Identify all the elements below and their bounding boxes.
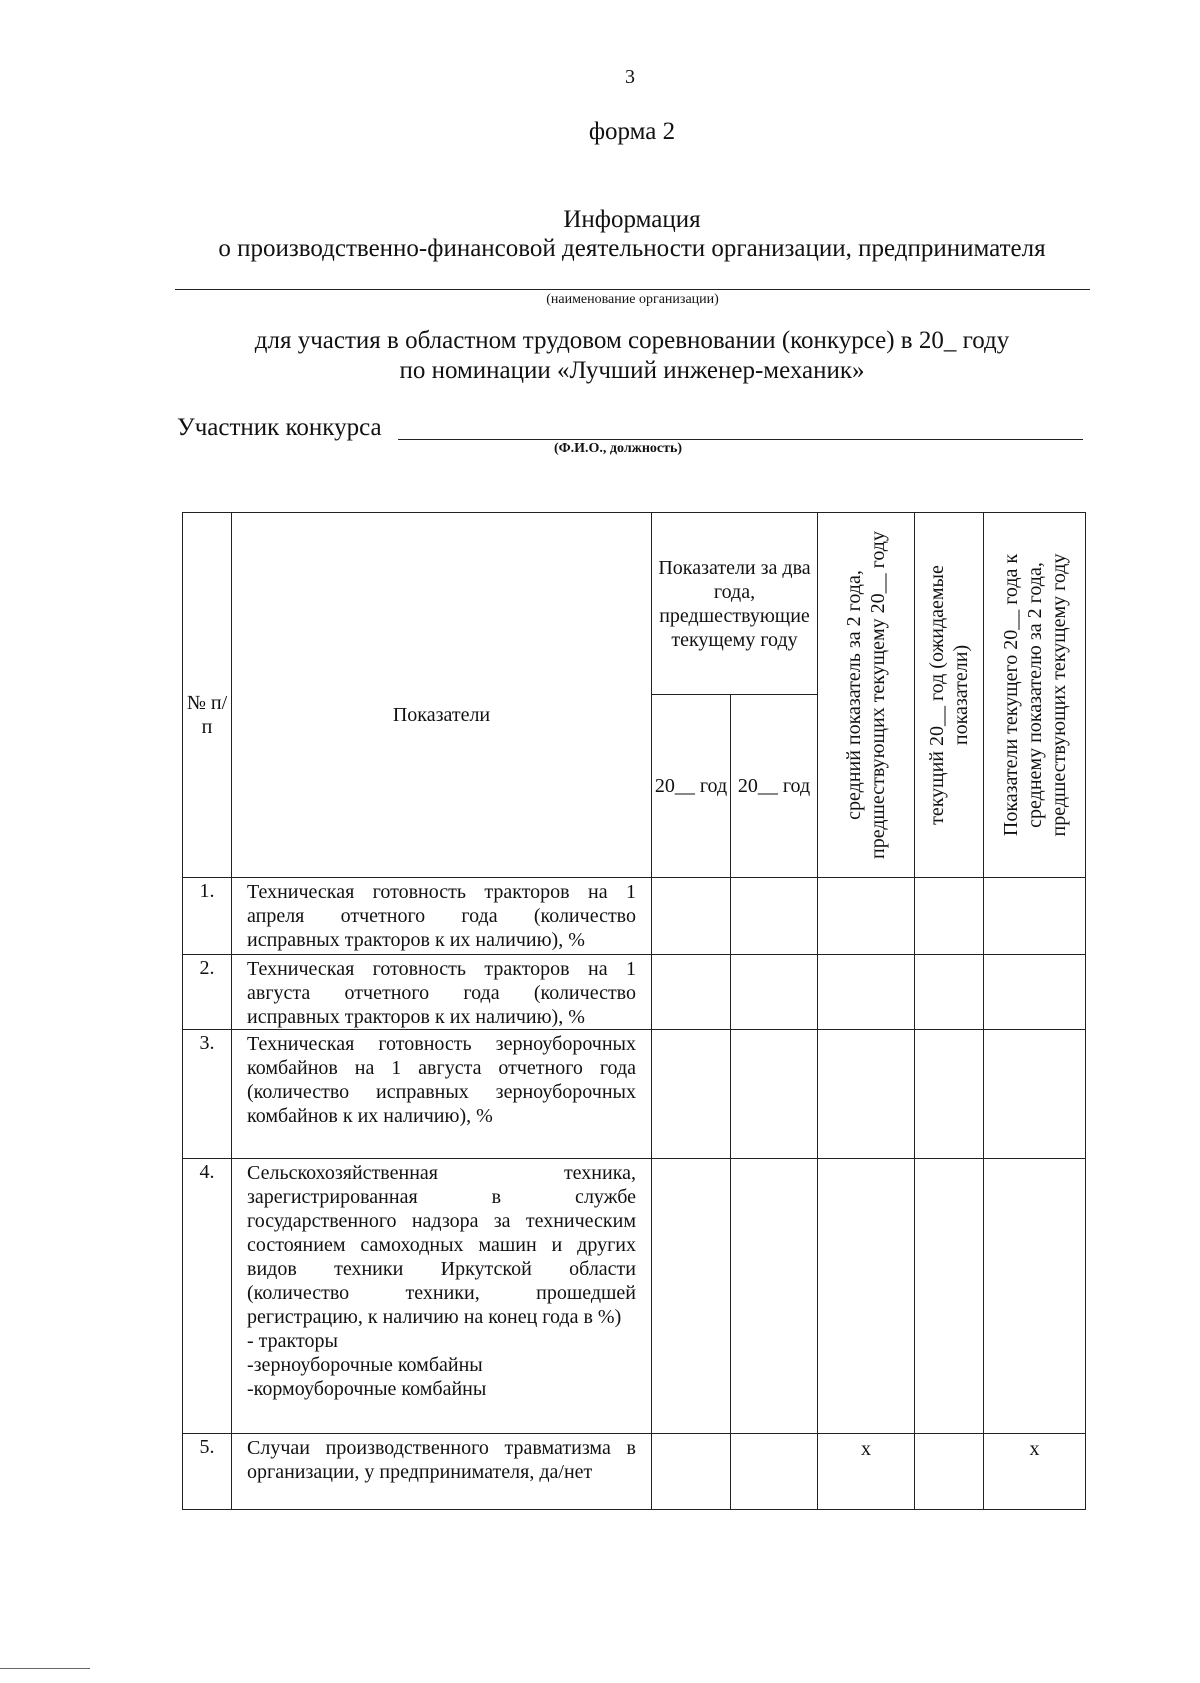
- value-cell: [731, 878, 818, 955]
- value-cell: [915, 1159, 984, 1434]
- value-cell: [731, 1434, 818, 1510]
- header-two-years: Показатели за два года, предшествующие текущему году: [652, 513, 818, 695]
- row-number: 2.: [183, 955, 232, 1030]
- participant-name-line: [398, 439, 1083, 440]
- document-title: Информация: [563, 206, 701, 233]
- value-cell: [915, 1434, 984, 1510]
- row-indicator-group: [232, 1159, 652, 1434]
- header-current: [915, 513, 984, 878]
- purpose-line-2: по номинации «Лучший инженер-механик»: [399, 357, 865, 384]
- indicators-table: [182, 512, 1086, 1510]
- row-indicator: Техническая готовность зерноуборочных комбайнов на 1 августа отчетного года (количество исправных зерноуборочных комбайнов к их наличию), %: [232, 1030, 652, 1159]
- value-cell: [818, 1030, 915, 1159]
- average-not-applicable-mark: х: [818, 1434, 915, 1510]
- row-indicator: Техническая готовность тракторов на 1 августа отчетного года (количество исправных тракторов к их наличию), %: [232, 955, 652, 1030]
- table-row: [183, 955, 1086, 1030]
- header-indicators: Показатели: [232, 513, 652, 878]
- value-cell: [915, 878, 984, 955]
- participant-caption: (Ф.И.О., должность): [553, 441, 683, 456]
- header-average-text: средний показатель за 2 года, предшествующих текущему 20__ году: [843, 531, 889, 859]
- value-cell: [652, 1030, 731, 1159]
- header-ratio: [984, 513, 1086, 878]
- header-year-2: 20__ год: [731, 695, 818, 878]
- sub-indicator-grain-combines: -зерноуборочные комбайны: [247, 1354, 483, 1376]
- value-cell: [652, 878, 731, 955]
- value-cell: [731, 1030, 818, 1159]
- value-cell: [984, 955, 1086, 1030]
- row-number: 5.: [183, 1434, 232, 1510]
- header-year-1: 20__ год: [652, 695, 731, 878]
- participant-label: Участник конкурса: [177, 414, 382, 441]
- value-cell: [818, 878, 915, 955]
- row-indicator: Сельскохозяйственная техника, зарегистрированная в службе государственного надзора за техническим состоянием самоходных машин и других видов техники Иркутской области (количество техники, прошедшей регистрацию, к наличию на конец года в %): [247, 1162, 636, 1328]
- value-cell: [818, 955, 915, 1030]
- header-number: № п/п: [183, 513, 232, 878]
- value-cell: [652, 1434, 731, 1510]
- value-cell: [984, 1159, 1086, 1434]
- table-row: [183, 1434, 1086, 1510]
- value-cell: [915, 955, 984, 1030]
- table-row: [183, 1030, 1086, 1159]
- value-cell: [818, 1159, 915, 1434]
- organization-name-line: [175, 289, 1090, 290]
- document-subtitle: о производственно-финансовой деятельности организации, предпринимателя: [218, 235, 1046, 262]
- sub-indicator-forage-combines: -кормоуборочные комбайны: [247, 1378, 487, 1400]
- header-average: [818, 513, 915, 878]
- sub-indicator-tractors: - тракторы: [247, 1330, 338, 1352]
- row-number: 3.: [183, 1030, 232, 1159]
- value-cell: [731, 1159, 818, 1434]
- organization-caption: (наименование организации): [546, 292, 719, 307]
- row-indicator: Случаи производственного травматизма в организации, у предпринимателя, да/нет: [232, 1434, 652, 1510]
- row-number: 1.: [183, 878, 232, 955]
- value-cell: [915, 1030, 984, 1159]
- table-row: [183, 1159, 1086, 1434]
- row-number: 4.: [183, 1159, 232, 1434]
- table-row: [183, 878, 1086, 955]
- value-cell: [984, 1030, 1086, 1159]
- value-cell: [652, 1159, 731, 1434]
- value-cell: [731, 955, 818, 1030]
- page-number: 3: [625, 66, 635, 88]
- purpose-line-1: для участия в областном трудовом соревновании (конкурсе) в 20_ году: [254, 327, 1010, 354]
- value-cell: [652, 955, 731, 1030]
- value-cell: [984, 878, 1086, 955]
- header-current-text: текущий 20__ год (ожидаемые показатели): [926, 565, 972, 825]
- row-indicator: Техническая готовность тракторов на 1 апреля отчетного года (количество исправных тракторов к их наличию), %: [232, 878, 652, 955]
- ratio-not-applicable-mark: х: [984, 1434, 1086, 1510]
- form-label: форма 2: [588, 118, 676, 145]
- footer-rule: [0, 1668, 90, 1669]
- header-ratio-text: Показатели текущего 20__ года к среднему показателю за 2 года, предшествующих текущему году: [999, 553, 1070, 837]
